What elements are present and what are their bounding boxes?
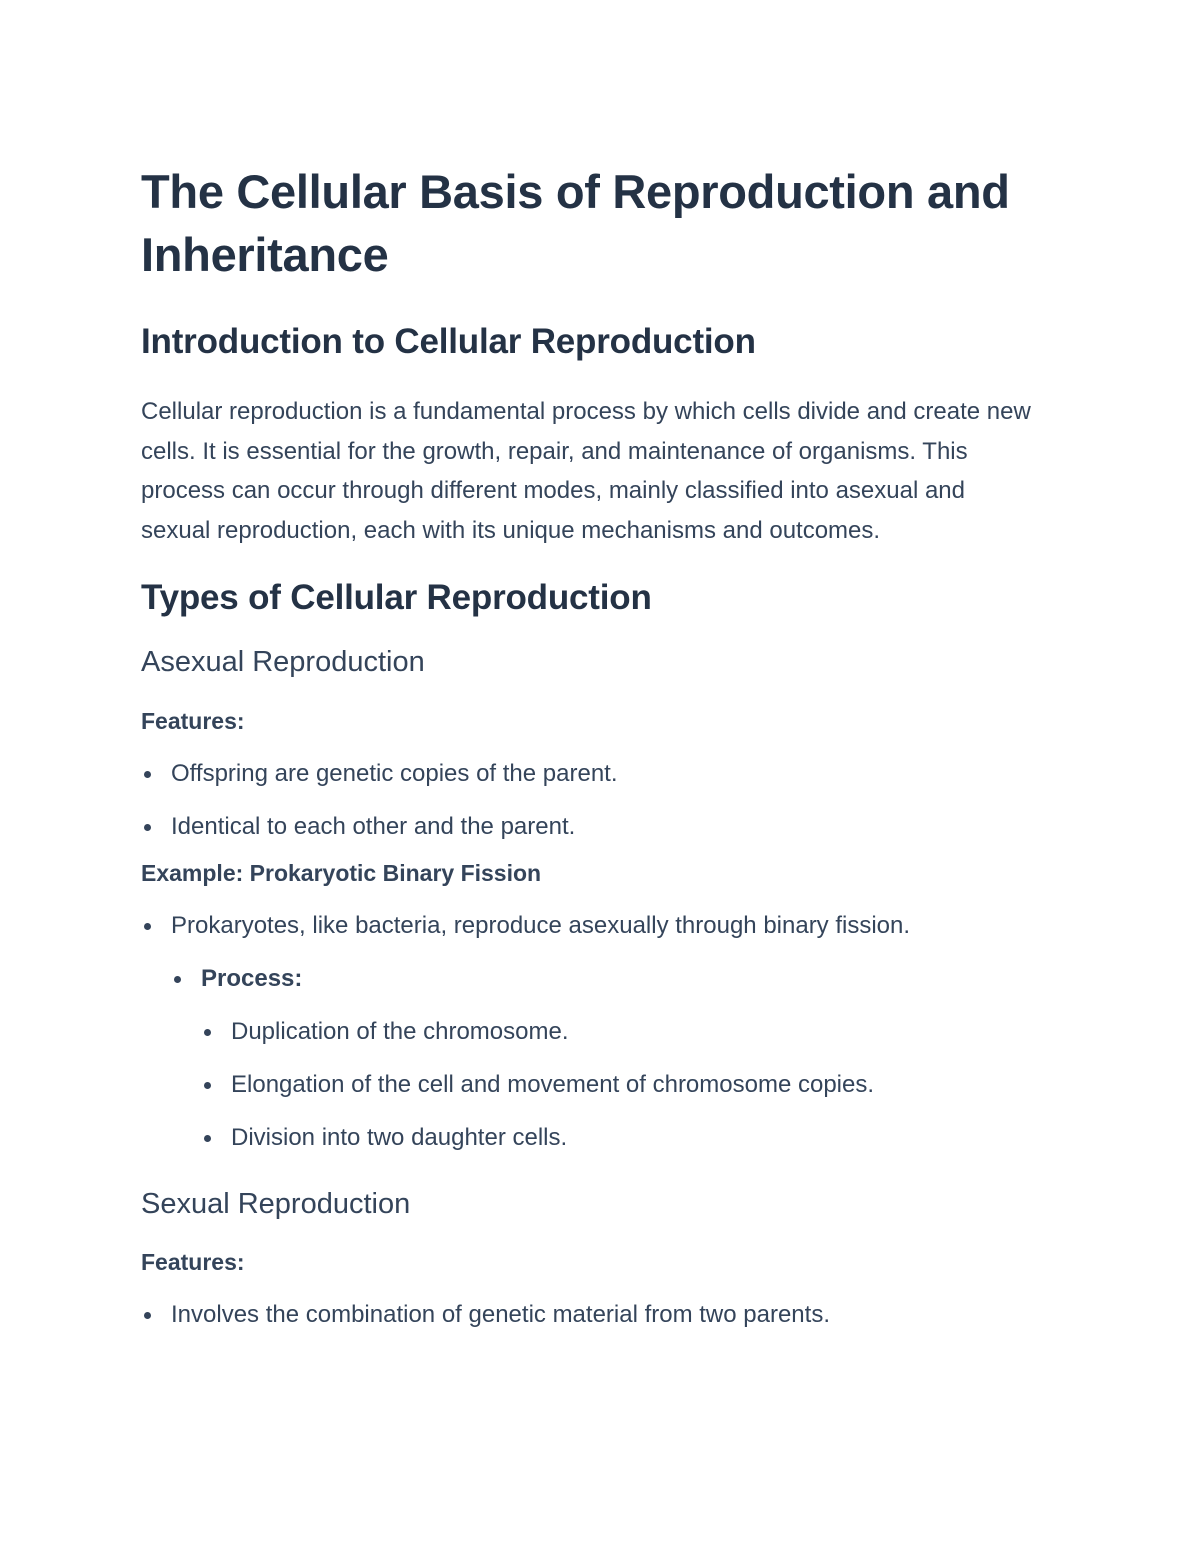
intro-heading: Introduction to Cellular Reproduction [141, 322, 756, 361]
list-item: Elongation of the cell and movement of chromosome copies. [201, 1069, 1041, 1101]
sexual-features-label: Features: [141, 1249, 245, 1276]
list-item: Involves the combination of genetic material from two parents. [141, 1299, 1041, 1331]
process-steps-list [201, 1016, 1041, 1154]
process-list [171, 963, 1041, 995]
example-list [141, 910, 1041, 942]
list-item: Offspring are genetic copies of the parent. [141, 758, 1041, 790]
list-item: Prokaryotes, like bacteria, reproduce asexually through binary fission. [141, 910, 1041, 942]
process-label: Process: [171, 963, 1041, 995]
asexual-heading: Asexual Reproduction [141, 646, 425, 679]
sexual-heading: Sexual Reproduction [141, 1188, 411, 1221]
asexual-features-label: Features: [141, 708, 245, 735]
document-page [141, 160, 1041, 1331]
document-title: The Cellular Basis of Reproduction and Inheritance [141, 165, 1010, 281]
list-item: Duplication of the chromosome. [201, 1016, 1041, 1048]
list-item: Identical to each other and the parent. [141, 811, 1041, 843]
example-label: Example: Prokaryotic Binary Fission [141, 860, 542, 887]
list-item: Division into two daughter cells. [201, 1122, 1041, 1154]
types-heading: Types of Cellular Reproduction [141, 578, 652, 618]
asexual-features-list [141, 758, 1041, 843]
intro-paragraph: Cellular reproduction is a fundamental process by which cells divide and create new cells. It is essential for the growth, repair, and maintenance of organisms. This process can occur through different modes, mainly classified into asexual and sexual reproduction, each with its unique mechanisms and outcomes. [141, 398, 1031, 544]
sexual-features-list [141, 1299, 1041, 1331]
